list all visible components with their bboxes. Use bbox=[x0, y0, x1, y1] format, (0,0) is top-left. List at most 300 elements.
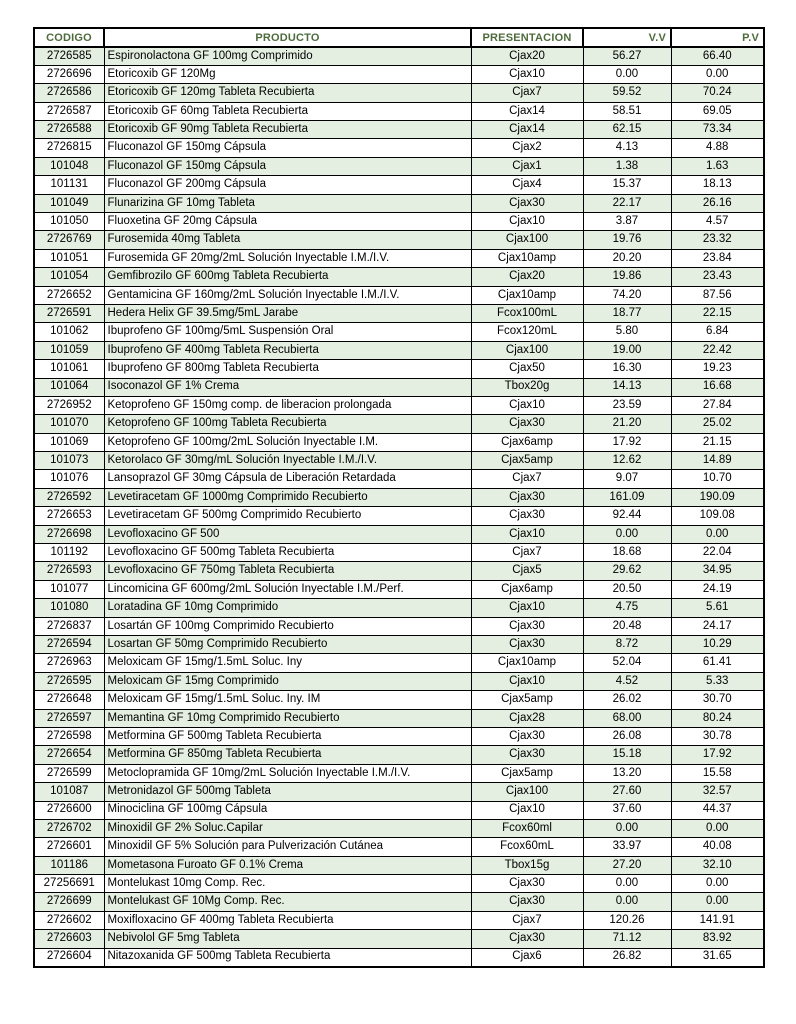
presentacion-cell: Cjax30 bbox=[471, 617, 583, 635]
presentacion-cell: Cjax6 bbox=[471, 948, 583, 966]
table-row bbox=[34, 268, 764, 286]
producto-cell: Flunarizina GF 10mg Tableta bbox=[104, 194, 471, 212]
presentacion-cell: Tbox15g bbox=[471, 856, 583, 874]
vv-cell: 22.17 bbox=[583, 194, 671, 212]
producto-cell: Loratadina GF 10mg Comprimido bbox=[104, 599, 471, 617]
producto-cell: Ibuprofeno GF 800mg Tableta Recubierta bbox=[104, 360, 471, 378]
codigo-cell: 2726597 bbox=[34, 709, 104, 727]
vv-cell: 0.00 bbox=[583, 819, 671, 837]
presentacion-cell: Cjax30 bbox=[471, 415, 583, 433]
table-row bbox=[34, 360, 764, 378]
pv-cell: 141.91 bbox=[671, 911, 764, 929]
table-row bbox=[34, 157, 764, 175]
codigo-cell: 2726604 bbox=[34, 948, 104, 966]
producto-cell: Fluconazol GF 150mg Cápsula bbox=[104, 139, 471, 157]
table-row bbox=[34, 580, 764, 598]
pv-cell: 0.00 bbox=[671, 875, 764, 893]
presentacion-cell: Cjax20 bbox=[471, 268, 583, 286]
codigo-cell: 2726593 bbox=[34, 562, 104, 580]
pv-cell: 23.43 bbox=[671, 268, 764, 286]
codigo-cell: 2726600 bbox=[34, 801, 104, 819]
producto-cell: Montelukast 10mg Comp. Rec. bbox=[104, 875, 471, 893]
codigo-cell: 2726654 bbox=[34, 746, 104, 764]
table-row bbox=[34, 930, 764, 948]
vv-cell: 9.07 bbox=[583, 470, 671, 488]
table-row bbox=[34, 415, 764, 433]
table-row bbox=[34, 323, 764, 341]
producto-cell: Ketoprofeno GF 150mg comp. de liberacion prolongada bbox=[104, 396, 471, 414]
producto-cell: Losartán GF 100mg Comprimido Recubierto bbox=[104, 617, 471, 635]
vv-cell: 5.80 bbox=[583, 323, 671, 341]
vv-cell: 21.20 bbox=[583, 415, 671, 433]
presentacion-cell: Cjax20 bbox=[471, 47, 583, 65]
codigo-cell: 27256691 bbox=[34, 875, 104, 893]
vv-cell: 8.72 bbox=[583, 636, 671, 654]
producto-cell: Lansoprazol GF 30mg Cápsula de Liberación Retardada bbox=[104, 470, 471, 488]
codigo-cell: 2726601 bbox=[34, 838, 104, 856]
vv-cell: 20.20 bbox=[583, 249, 671, 267]
producto-cell: Ibuprofeno GF 400mg Tableta Recubierta bbox=[104, 341, 471, 359]
vv-cell: 3.87 bbox=[583, 213, 671, 231]
codigo-cell: 2726603 bbox=[34, 930, 104, 948]
pv-cell: 22.15 bbox=[671, 304, 764, 322]
vv-cell: 4.52 bbox=[583, 672, 671, 690]
pv-cell: 6.84 bbox=[671, 323, 764, 341]
table-row bbox=[34, 433, 764, 451]
vv-cell: 56.27 bbox=[583, 47, 671, 65]
pv-cell: 32.10 bbox=[671, 856, 764, 874]
vv-cell: 0.00 bbox=[583, 893, 671, 911]
vv-cell: 92.44 bbox=[583, 507, 671, 525]
vv-cell: 17.92 bbox=[583, 433, 671, 451]
presentacion-cell: Cjax30 bbox=[471, 875, 583, 893]
vv-cell: 33.97 bbox=[583, 838, 671, 856]
table-row bbox=[34, 856, 764, 874]
table-row bbox=[34, 102, 764, 120]
producto-cell: Meloxicam GF 15mg/1.5mL Soluc. Iny. IM bbox=[104, 691, 471, 709]
pv-cell: 61.41 bbox=[671, 654, 764, 672]
codigo-cell: 101048 bbox=[34, 157, 104, 175]
codigo-cell: 2726602 bbox=[34, 911, 104, 929]
presentacion-cell: Cjax7 bbox=[471, 84, 583, 102]
pv-cell: 10.29 bbox=[671, 636, 764, 654]
producto-cell: Minoxidil GF 2% Soluc.Capilar bbox=[104, 819, 471, 837]
pv-cell: 21.15 bbox=[671, 433, 764, 451]
pv-cell: 16.68 bbox=[671, 378, 764, 396]
header-presentacion: PRESENTACION bbox=[471, 28, 583, 47]
pv-cell: 5.33 bbox=[671, 672, 764, 690]
pv-cell: 0.00 bbox=[671, 893, 764, 911]
producto-cell: Fluconazol GF 200mg Cápsula bbox=[104, 176, 471, 194]
pv-cell: 4.88 bbox=[671, 139, 764, 157]
vv-cell: 68.00 bbox=[583, 709, 671, 727]
pv-cell: 31.65 bbox=[671, 948, 764, 966]
vv-cell: 19.76 bbox=[583, 231, 671, 249]
table-row bbox=[34, 304, 764, 322]
producto-cell: Nebivolol GF 5mg Tableta bbox=[104, 930, 471, 948]
header-producto: PRODUCTO bbox=[104, 28, 471, 47]
presentacion-cell: Cjax6amp bbox=[471, 580, 583, 598]
table-row bbox=[34, 47, 764, 65]
presentacion-cell: Cjax14 bbox=[471, 121, 583, 139]
table-row bbox=[34, 84, 764, 102]
price-table bbox=[33, 27, 765, 968]
pv-cell: 22.04 bbox=[671, 544, 764, 562]
producto-cell: Ketorolaco GF 30mg/mL Solución Inyectable I.M./I.V. bbox=[104, 452, 471, 470]
producto-cell: Furosemida 40mg Tableta bbox=[104, 231, 471, 249]
presentacion-cell: Cjax5amp bbox=[471, 764, 583, 782]
table-row bbox=[34, 599, 764, 617]
pv-cell: 15.58 bbox=[671, 764, 764, 782]
header-row bbox=[34, 28, 764, 47]
codigo-cell: 2726648 bbox=[34, 691, 104, 709]
pv-cell: 1.63 bbox=[671, 157, 764, 175]
vv-cell: 19.00 bbox=[583, 341, 671, 359]
producto-cell: Gemfibrozilo GF 600mg Tableta Recubierta bbox=[104, 268, 471, 286]
pv-cell: 25.02 bbox=[671, 415, 764, 433]
codigo-cell: 101049 bbox=[34, 194, 104, 212]
presentacion-cell: Cjax10 bbox=[471, 525, 583, 543]
producto-cell: Hedera Helix GF 39.5mg/5mL Jarabe bbox=[104, 304, 471, 322]
vv-cell: 0.00 bbox=[583, 525, 671, 543]
table-row bbox=[34, 488, 764, 506]
pv-cell: 17.92 bbox=[671, 746, 764, 764]
codigo-cell: 101050 bbox=[34, 213, 104, 231]
table-row bbox=[34, 396, 764, 414]
presentacion-cell: Cjax100 bbox=[471, 341, 583, 359]
producto-cell: Ketoprofeno GF 100mg/2mL Solución Inyectable I.M. bbox=[104, 433, 471, 451]
presentacion-cell: Cjax2 bbox=[471, 139, 583, 157]
presentacion-cell: Cjax7 bbox=[471, 911, 583, 929]
producto-cell: Ketoprofeno GF 100mg Tableta Recubierta bbox=[104, 415, 471, 433]
vv-cell: 27.20 bbox=[583, 856, 671, 874]
pv-cell: 30.70 bbox=[671, 691, 764, 709]
header-pv: P.V bbox=[671, 28, 764, 47]
table-header bbox=[34, 28, 764, 47]
vv-cell: 26.02 bbox=[583, 691, 671, 709]
producto-cell: Fluoxetina GF 20mg Cápsula bbox=[104, 213, 471, 231]
codigo-cell: 2726591 bbox=[34, 304, 104, 322]
presentacion-cell: Cjax30 bbox=[471, 930, 583, 948]
presentacion-cell: Cjax30 bbox=[471, 636, 583, 654]
vv-cell: 74.20 bbox=[583, 286, 671, 304]
presentacion-cell: Cjax100 bbox=[471, 231, 583, 249]
table-row bbox=[34, 801, 764, 819]
table-row bbox=[34, 176, 764, 194]
pv-cell: 40.08 bbox=[671, 838, 764, 856]
producto-cell: Meloxicam GF 15mg/1.5mL Soluc. Iny bbox=[104, 654, 471, 672]
codigo-cell: 2726587 bbox=[34, 102, 104, 120]
table-row bbox=[34, 691, 764, 709]
table-row bbox=[34, 544, 764, 562]
codigo-cell: 2726598 bbox=[34, 727, 104, 745]
producto-cell: Moxifloxacino GF 400mg Tableta Recubierta bbox=[104, 911, 471, 929]
codigo-cell: 2726653 bbox=[34, 507, 104, 525]
codigo-cell: 101192 bbox=[34, 544, 104, 562]
presentacion-cell: Fcox60ml bbox=[471, 819, 583, 837]
pv-cell: 14.89 bbox=[671, 452, 764, 470]
presentacion-cell: Cjax30 bbox=[471, 893, 583, 911]
vv-cell: 71.12 bbox=[583, 930, 671, 948]
pv-cell: 34.95 bbox=[671, 562, 764, 580]
vv-cell: 58.51 bbox=[583, 102, 671, 120]
pv-cell: 0.00 bbox=[671, 525, 764, 543]
codigo-cell: 2726696 bbox=[34, 65, 104, 83]
codigo-cell: 2726652 bbox=[34, 286, 104, 304]
pv-cell: 22.42 bbox=[671, 341, 764, 359]
codigo-cell: 2726595 bbox=[34, 672, 104, 690]
vv-cell: 161.09 bbox=[583, 488, 671, 506]
pv-cell: 24.19 bbox=[671, 580, 764, 598]
codigo-cell: 101073 bbox=[34, 452, 104, 470]
table-row bbox=[34, 617, 764, 635]
codigo-cell: 101087 bbox=[34, 783, 104, 801]
pv-cell: 70.24 bbox=[671, 84, 764, 102]
presentacion-cell: Cjax14 bbox=[471, 102, 583, 120]
presentacion-cell: Cjax100 bbox=[471, 783, 583, 801]
vv-cell: 26.82 bbox=[583, 948, 671, 966]
pv-cell: 19.23 bbox=[671, 360, 764, 378]
table-row bbox=[34, 562, 764, 580]
table-row bbox=[34, 194, 764, 212]
pv-cell: 190.09 bbox=[671, 488, 764, 506]
producto-cell: Metformina GF 500mg Tableta Recubierta bbox=[104, 727, 471, 745]
codigo-cell: 2726815 bbox=[34, 139, 104, 157]
presentacion-cell: Cjax10amp bbox=[471, 249, 583, 267]
pv-cell: 66.40 bbox=[671, 47, 764, 65]
table-body bbox=[34, 47, 764, 967]
vv-cell: 120.26 bbox=[583, 911, 671, 929]
codigo-cell: 101070 bbox=[34, 415, 104, 433]
presentacion-cell: Cjax5 bbox=[471, 562, 583, 580]
table-row bbox=[34, 819, 764, 837]
pv-cell: 4.57 bbox=[671, 213, 764, 231]
pv-cell: 26.16 bbox=[671, 194, 764, 212]
presentacion-cell: Cjax30 bbox=[471, 488, 583, 506]
vv-cell: 37.60 bbox=[583, 801, 671, 819]
codigo-cell: 101131 bbox=[34, 176, 104, 194]
vv-cell: 12.62 bbox=[583, 452, 671, 470]
codigo-cell: 2726592 bbox=[34, 488, 104, 506]
pv-cell: 18.13 bbox=[671, 176, 764, 194]
pv-cell: 0.00 bbox=[671, 65, 764, 83]
vv-cell: 19.86 bbox=[583, 268, 671, 286]
producto-cell: Metronidazol GF 500mg Tableta bbox=[104, 783, 471, 801]
vv-cell: 27.60 bbox=[583, 783, 671, 801]
table-row bbox=[34, 764, 764, 782]
codigo-cell: 2726963 bbox=[34, 654, 104, 672]
table-row bbox=[34, 378, 764, 396]
presentacion-cell: Cjax10amp bbox=[471, 654, 583, 672]
producto-cell: Isoconazol GF 1% Crema bbox=[104, 378, 471, 396]
table-row bbox=[34, 286, 764, 304]
producto-cell: Ibuprofeno GF 100mg/5mL Suspensión Oral bbox=[104, 323, 471, 341]
codigo-cell: 101059 bbox=[34, 341, 104, 359]
table-row bbox=[34, 875, 764, 893]
header-codigo: CODIGO bbox=[34, 28, 104, 47]
presentacion-cell: Fcox120mL bbox=[471, 323, 583, 341]
codigo-cell: 101051 bbox=[34, 249, 104, 267]
vv-cell: 52.04 bbox=[583, 654, 671, 672]
producto-cell: Memantina GF 10mg Comprimido Recubierto bbox=[104, 709, 471, 727]
producto-cell: Etoricoxib GF 60mg Tableta Recubierta bbox=[104, 102, 471, 120]
table-row bbox=[34, 709, 764, 727]
table-row bbox=[34, 746, 764, 764]
producto-cell: Etoricoxib GF 120Mg bbox=[104, 65, 471, 83]
vv-cell: 18.68 bbox=[583, 544, 671, 562]
vv-cell: 15.18 bbox=[583, 746, 671, 764]
table-row bbox=[34, 783, 764, 801]
presentacion-cell: Cjax5amp bbox=[471, 452, 583, 470]
pv-cell: 27.84 bbox=[671, 396, 764, 414]
codigo-cell: 101186 bbox=[34, 856, 104, 874]
vv-cell: 16.30 bbox=[583, 360, 671, 378]
codigo-cell: 2726952 bbox=[34, 396, 104, 414]
pv-cell: 24.17 bbox=[671, 617, 764, 635]
codigo-cell: 101061 bbox=[34, 360, 104, 378]
presentacion-cell: Cjax10 bbox=[471, 672, 583, 690]
vv-cell: 20.48 bbox=[583, 617, 671, 635]
producto-cell: Metoclopramida GF 10mg/2mL Solución Inyectable I.M./I.V. bbox=[104, 764, 471, 782]
producto-cell: Minociclina GF 100mg Cápsula bbox=[104, 801, 471, 819]
presentacion-cell: Cjax30 bbox=[471, 727, 583, 745]
vv-cell: 26.08 bbox=[583, 727, 671, 745]
presentacion-cell: Cjax10 bbox=[471, 65, 583, 83]
producto-cell: Fluconazol GF 150mg Cápsula bbox=[104, 157, 471, 175]
codigo-cell: 101076 bbox=[34, 470, 104, 488]
presentacion-cell: Cjax50 bbox=[471, 360, 583, 378]
codigo-cell: 101054 bbox=[34, 268, 104, 286]
producto-cell: Minoxidil GF 5% Solución para Pulverización Cutánea bbox=[104, 838, 471, 856]
pv-cell: 10.70 bbox=[671, 470, 764, 488]
presentacion-cell: Cjax4 bbox=[471, 176, 583, 194]
pv-cell: 5.61 bbox=[671, 599, 764, 617]
presentacion-cell: Cjax7 bbox=[471, 470, 583, 488]
codigo-cell: 101077 bbox=[34, 580, 104, 598]
pv-cell: 23.32 bbox=[671, 231, 764, 249]
pv-cell: 109.08 bbox=[671, 507, 764, 525]
vv-cell: 62.15 bbox=[583, 121, 671, 139]
table-row bbox=[34, 213, 764, 231]
vv-cell: 20.50 bbox=[583, 580, 671, 598]
codigo-cell: 2726586 bbox=[34, 84, 104, 102]
presentacion-cell: Cjax6amp bbox=[471, 433, 583, 451]
pv-cell: 44.37 bbox=[671, 801, 764, 819]
vv-cell: 4.75 bbox=[583, 599, 671, 617]
pv-cell: 30.78 bbox=[671, 727, 764, 745]
table-row bbox=[34, 470, 764, 488]
codigo-cell: 101080 bbox=[34, 599, 104, 617]
presentacion-cell: Cjax28 bbox=[471, 709, 583, 727]
producto-cell: Espironolactona GF 100mg Comprimido bbox=[104, 47, 471, 65]
vv-cell: 14.13 bbox=[583, 378, 671, 396]
table-row bbox=[34, 636, 764, 654]
pv-cell: 0.00 bbox=[671, 819, 764, 837]
presentacion-cell: Cjax7 bbox=[471, 544, 583, 562]
presentacion-cell: Cjax1 bbox=[471, 157, 583, 175]
presentacion-cell: Cjax30 bbox=[471, 746, 583, 764]
producto-cell: Levofloxacino GF 500mg Tableta Recubierta bbox=[104, 544, 471, 562]
pv-cell: 83.92 bbox=[671, 930, 764, 948]
producto-cell: Etoricoxib GF 90mg Tableta Recubierta bbox=[104, 121, 471, 139]
codigo-cell: 2726585 bbox=[34, 47, 104, 65]
table-row bbox=[34, 249, 764, 267]
vv-cell: 0.00 bbox=[583, 875, 671, 893]
presentacion-cell: Cjax10 bbox=[471, 213, 583, 231]
presentacion-cell: Cjax10 bbox=[471, 801, 583, 819]
codigo-cell: 2726588 bbox=[34, 121, 104, 139]
table-row bbox=[34, 727, 764, 745]
producto-cell: Levofloxacino GF 500 bbox=[104, 525, 471, 543]
table-row bbox=[34, 911, 764, 929]
presentacion-cell: Fcox100mL bbox=[471, 304, 583, 322]
codigo-cell: 2726599 bbox=[34, 764, 104, 782]
table-row bbox=[34, 893, 764, 911]
table-row bbox=[34, 121, 764, 139]
codigo-cell: 2726594 bbox=[34, 636, 104, 654]
table-row bbox=[34, 507, 764, 525]
codigo-cell: 2726702 bbox=[34, 819, 104, 837]
vv-cell: 59.52 bbox=[583, 84, 671, 102]
table-row bbox=[34, 65, 764, 83]
table-row bbox=[34, 452, 764, 470]
table-row bbox=[34, 525, 764, 543]
pv-cell: 32.57 bbox=[671, 783, 764, 801]
producto-cell: Meloxicam GF 15mg Comprimido bbox=[104, 672, 471, 690]
vv-cell: 23.59 bbox=[583, 396, 671, 414]
producto-cell: Levetiracetam GF 500mg Comprimido Recubierto bbox=[104, 507, 471, 525]
table-row bbox=[34, 948, 764, 966]
producto-cell: Nitazoxanida GF 500mg Tableta Recubierta bbox=[104, 948, 471, 966]
producto-cell: Metformina GF 850mg Tableta Recubierta bbox=[104, 746, 471, 764]
vv-cell: 4.13 bbox=[583, 139, 671, 157]
codigo-cell: 101069 bbox=[34, 433, 104, 451]
producto-cell: Mometasona Furoato GF 0.1% Crema bbox=[104, 856, 471, 874]
presentacion-cell: Cjax5amp bbox=[471, 691, 583, 709]
producto-cell: Lincomicina GF 600mg/2mL Solución Inyectable I.M./Perf. bbox=[104, 580, 471, 598]
presentacion-cell: Tbox20g bbox=[471, 378, 583, 396]
pv-cell: 23.84 bbox=[671, 249, 764, 267]
header-vv: V.V bbox=[583, 28, 671, 47]
presentacion-cell: Cjax10 bbox=[471, 396, 583, 414]
presentacion-cell: Cjax30 bbox=[471, 194, 583, 212]
presentacion-cell: Cjax10 bbox=[471, 599, 583, 617]
vv-cell: 1.38 bbox=[583, 157, 671, 175]
codigo-cell: 2726769 bbox=[34, 231, 104, 249]
pv-cell: 73.34 bbox=[671, 121, 764, 139]
codigo-cell: 101064 bbox=[34, 378, 104, 396]
producto-cell: Levetiracetam GF 1000mg Comprimido Recubierto bbox=[104, 488, 471, 506]
vv-cell: 18.77 bbox=[583, 304, 671, 322]
vv-cell: 0.00 bbox=[583, 65, 671, 83]
producto-cell: Etoricoxib GF 120mg Tableta Recubierta bbox=[104, 84, 471, 102]
producto-cell: Gentamicina GF 160mg/2mL Solución Inyectable I.M./I.V. bbox=[104, 286, 471, 304]
producto-cell: Montelukast GF 10Mg Comp. Rec. bbox=[104, 893, 471, 911]
table-row bbox=[34, 838, 764, 856]
producto-cell: Furosemida GF 20mg/2mL Solución Inyectable I.M./I.V. bbox=[104, 249, 471, 267]
vv-cell: 13.20 bbox=[583, 764, 671, 782]
vv-cell: 15.37 bbox=[583, 176, 671, 194]
producto-cell: Levofloxacino GF 750mg Tableta Recubierta bbox=[104, 562, 471, 580]
vv-cell: 29.62 bbox=[583, 562, 671, 580]
table-row bbox=[34, 139, 764, 157]
codigo-cell: 101062 bbox=[34, 323, 104, 341]
pv-cell: 87.56 bbox=[671, 286, 764, 304]
presentacion-cell: Cjax30 bbox=[471, 507, 583, 525]
producto-cell: Losartan GF 50mg Comprimido Recubierto bbox=[104, 636, 471, 654]
pv-cell: 69.05 bbox=[671, 102, 764, 120]
pv-cell: 80.24 bbox=[671, 709, 764, 727]
